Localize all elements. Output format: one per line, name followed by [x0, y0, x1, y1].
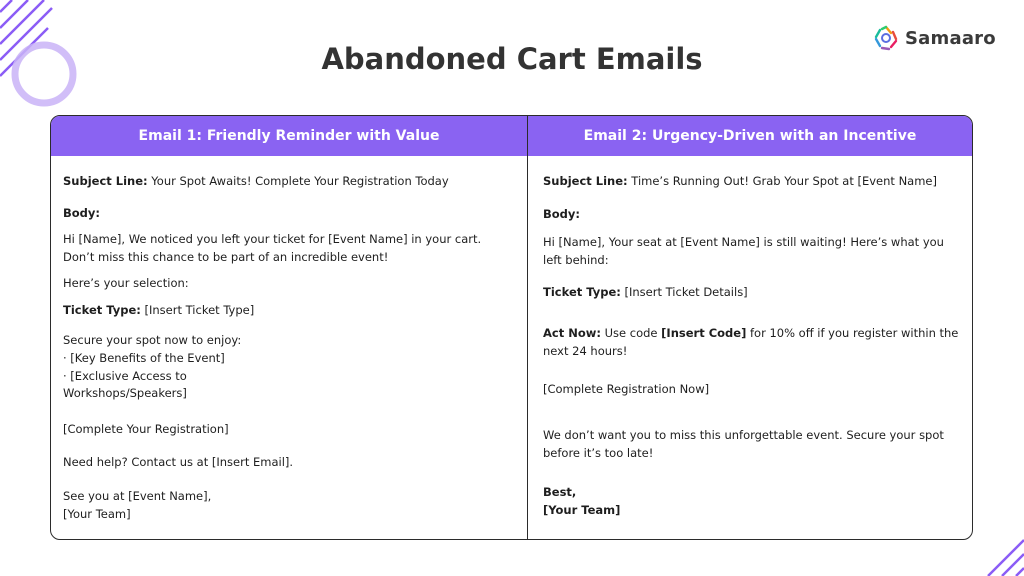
email-1-signoff-1: See you at [Event Name],	[63, 489, 212, 503]
brand-name: Samaaro	[905, 27, 996, 49]
act-label: Act Now:	[543, 326, 601, 340]
email-1-benefit-1: · [Key Benefits of the Event]	[63, 351, 225, 365]
subject-label: Subject Line:	[543, 174, 628, 188]
email-2-closing-line-2: before it’s too late!	[543, 446, 654, 460]
email-1-ticket-type	[63, 302, 254, 320]
email-2-act-line-2: next 24 hours!	[543, 344, 628, 358]
email-1-greeting-line-1: Hi [Name], We noticed you left your ticket for [Event Name] in your cart.	[63, 232, 482, 246]
email-2-header: Email 2: Urgency-Driven with an Incentive	[528, 116, 972, 156]
email-1-column	[51, 116, 528, 539]
email-1-benefit-2a: · [Exclusive Access to	[63, 369, 187, 383]
decorative-stripes	[964, 526, 1024, 576]
email-1-benefit-2b: Workshops/Speakers]	[63, 386, 187, 400]
email-1-benefits-intro: Secure your spot now to enjoy:	[63, 333, 242, 347]
ticket-label: Ticket Type:	[63, 303, 141, 317]
email-2-act-now	[543, 325, 958, 343]
email-2-greeting-line-2: left behind:	[543, 253, 609, 267]
ticket-text: [Insert Ticket Details]	[620, 285, 748, 299]
email-2-greeting-line-1: Hi [Name], Your seat at [Event Name] is still waiting! Here’s what you	[543, 235, 944, 249]
email-2-subject	[543, 173, 937, 191]
email-2-cta: [Complete Registration Now]	[543, 382, 710, 396]
email-2-signoff-1: Best,	[543, 485, 577, 499]
email-2-body-label: Body:	[543, 207, 580, 221]
page-title: Abandoned Cart Emails	[321, 42, 703, 76]
email-1-header: Email 1: Friendly Reminder with Value	[51, 116, 527, 156]
email-comparison-table	[50, 115, 973, 540]
act-text-1: Use code	[600, 326, 662, 340]
email-1-help: Need help? Contact us at [Insert Email].	[63, 455, 294, 469]
ticket-text: [Insert Ticket Type]	[140, 303, 255, 317]
email-1-signoff-2: [Your Team]	[63, 507, 131, 521]
email-2-closing-line-1: We don’t want you to miss this unforgettable event. Secure your spot	[543, 428, 944, 442]
subject-text: Time’s Running Out! Grab Your Spot at [Event Name]	[627, 174, 937, 188]
email-1-body-label: Body:	[63, 206, 100, 220]
email-2-signoff-2: [Your Team]	[543, 503, 621, 517]
email-2-column	[528, 116, 972, 539]
email-1-subject	[63, 173, 449, 191]
subject-label: Subject Line:	[63, 174, 148, 188]
email-1-selection: Here’s your selection:	[63, 276, 189, 290]
promo-code: [Insert Code]	[661, 326, 747, 340]
act-text-2: for 10% off if you register within the	[746, 326, 959, 340]
email-1-cta: [Complete Your Registration]	[63, 422, 229, 436]
subject-text: Your Spot Awaits! Complete Your Registration Today	[147, 174, 449, 188]
ticket-label: Ticket Type:	[543, 285, 621, 299]
email-2-ticket-type	[543, 284, 748, 302]
email-1-greeting-line-2: Don’t miss this chance to be part of an incredible event!	[63, 250, 389, 264]
